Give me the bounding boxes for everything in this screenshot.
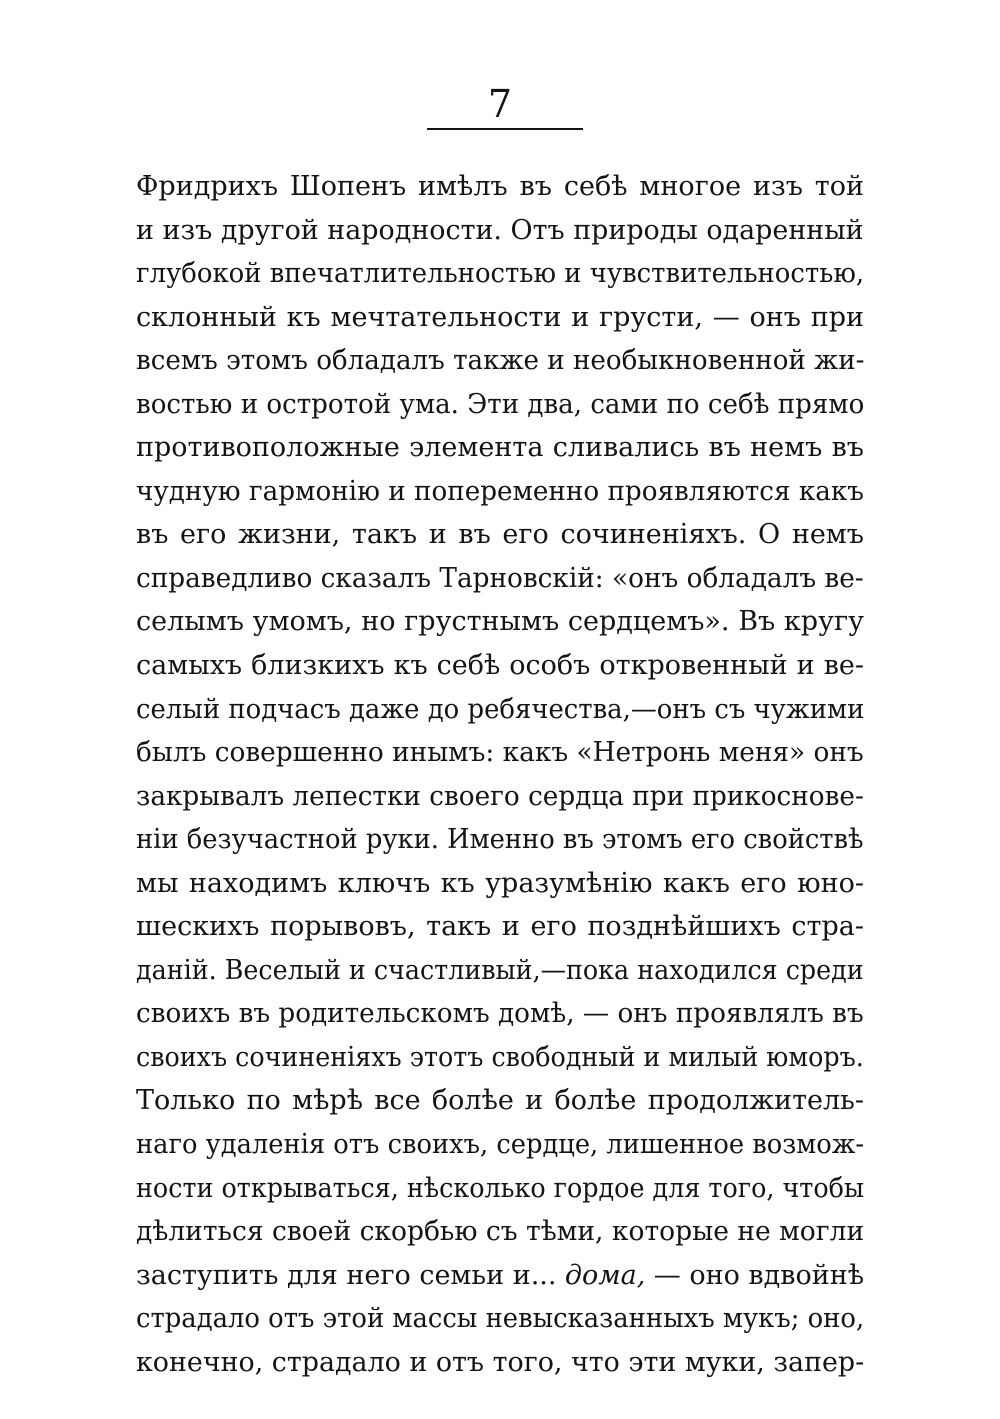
text-line: шескихъ порывовъ, такъ и его позднѣйшихъ стра-	[136, 911, 864, 943]
text-line: противоположные элемента сливались въ немъ въ	[136, 432, 864, 464]
text-line: самыхъ близкихъ къ себѣ особъ откровенный и ве-	[136, 650, 864, 682]
text-line: ности открываться, нѣсколько гордое для того, чтобы	[136, 1172, 864, 1204]
text-line: мы находимъ ключъ къ уразумѣнію какъ его юно-	[136, 867, 864, 899]
text-line: страдало отъ этой массы невысказанныхъ мукъ; оно,	[136, 1303, 864, 1335]
text-line: своихъ сочиненіяхъ этотъ свободный и милый юморъ.	[136, 1041, 864, 1073]
text-line: своихъ въ родительскомъ домѣ, — онъ проявлялъ въ	[136, 998, 864, 1030]
text-line: глубокой впечатлительностью и чувствительностью,	[136, 258, 864, 290]
text-line: востью и остротой ума. Эти два, сами по себѣ прямо	[136, 388, 864, 420]
text-line: ніи безучастной руки. Именно въ этомъ его свойствѣ	[136, 824, 864, 856]
italic-word: дома,	[564, 1259, 646, 1291]
text-line: и изъ другой народности. Отъ природы одаренный	[136, 214, 864, 246]
text-line: селый подчасъ даже до ребячества,—онъ съ чужими	[136, 693, 864, 725]
text-line: склонный къ мечтательности и грусти, — онъ при	[136, 301, 864, 333]
text-line: наго удаленія отъ своихъ, сердце, лишенное возмож-	[136, 1129, 864, 1161]
text-line: заступить для него семьи и... дома, — оно вдвойнѣ	[136, 1254, 864, 1298]
text-line: дѣлиться своей скорбью съ тѣми, которые не могли	[136, 1216, 864, 1248]
body-text	[136, 165, 864, 1384]
text-line: закрывалъ лепестки своего сердца при прикоснове-	[136, 780, 864, 812]
text-line: конечно, страдало и отъ того, что эти муки, запер-	[136, 1346, 864, 1378]
text-line: былъ совершенно инымъ: какъ «Нетронь меня» онъ	[136, 737, 864, 769]
text-line: въ его жизни, такъ и въ его сочиненіяхъ. О немъ	[136, 519, 864, 551]
page-number: 7	[487, 82, 513, 126]
text-line: Фридрихъ Шопенъ имѣлъ въ себѣ многое изъ той	[136, 171, 864, 202]
text-line: справедливо сказалъ Тарновскій: «онъ обладалъ ве-	[136, 562, 864, 594]
text-line: Только по мѣрѣ все болѣе и болѣе продолжитель-	[136, 1085, 864, 1117]
text-line: селымъ умомъ, но грустнымъ сердцемъ». Въ кругу	[136, 606, 864, 638]
text-line: даній. Веселый и счастливый,—пока находился среди	[136, 954, 864, 986]
header-rule	[427, 128, 583, 130]
text-line: чудную гармонію и попеременно проявляются какъ	[136, 475, 864, 507]
text-line: всемъ этомъ обладалъ также и необыкновенной жи-	[136, 345, 864, 377]
